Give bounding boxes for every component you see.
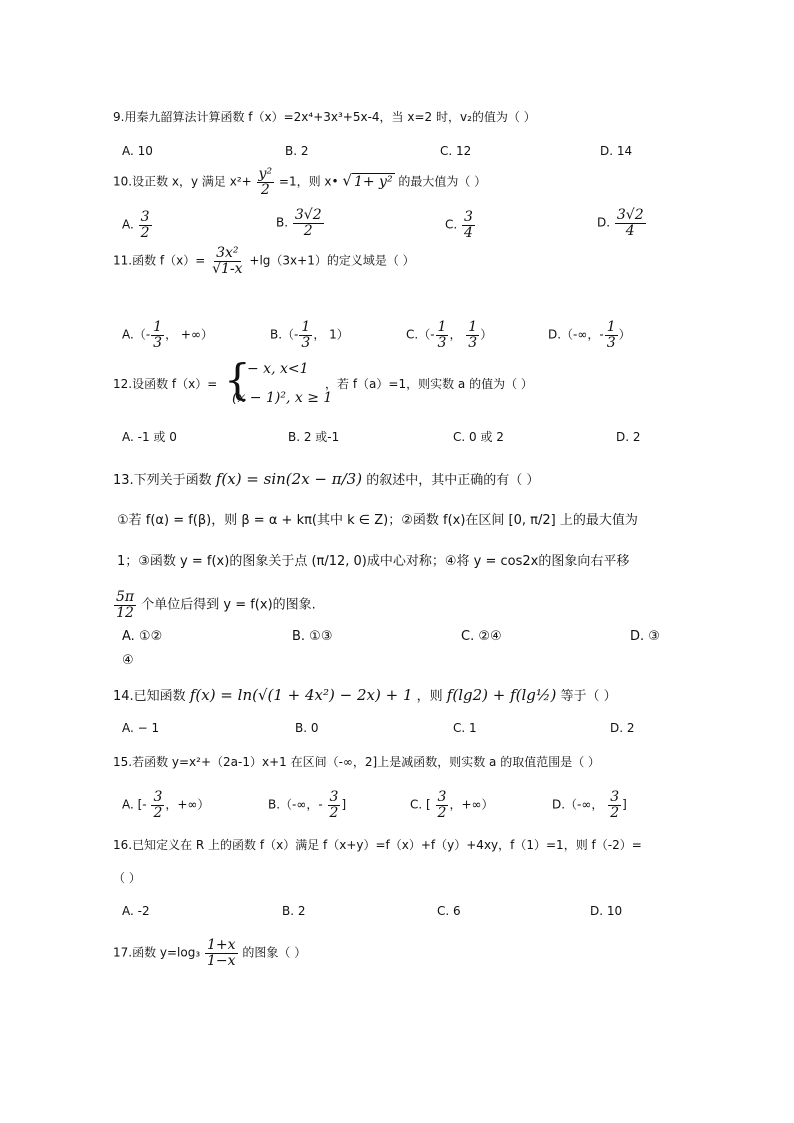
question-16: 16.已知定义在 R 上的函数 f（x）满足 f（x+y）=f（x）+f（y）+4xy，f（1）=1，则 f（-2）= bbox=[113, 838, 642, 852]
q16-option-d: D. 10 bbox=[590, 904, 623, 918]
piecewise-brace: { bbox=[224, 355, 251, 404]
q9-option-c: C. 12 bbox=[440, 144, 472, 158]
q10-fraction: $\frac{\text{y²}}{2}$ bbox=[258, 166, 273, 198]
q15-option-c: C. [ $\frac{3}{2}$ ，+∞） bbox=[410, 789, 494, 821]
question-13: 13.下列关于函数 f(x) = sin(2x − π/3) 的叙述中，其中正确的有（ ） bbox=[113, 470, 540, 488]
question-11: 11.函数 f（x）= $\frac{\text{3x²}}{√1-x}$ +lg（3x+1）的定义域是（ ） bbox=[113, 245, 415, 277]
q10-option-c: C. $\frac{3}{4}$ bbox=[445, 209, 473, 241]
q12-case-2: (x − 1)², x ≥ 1 bbox=[232, 390, 333, 406]
q16-option-c: C. 6 bbox=[437, 904, 461, 918]
question-9: 9.用秦九韶算法计算函数 f（x）=2x⁴+3x³+5x-4，当 x=2 时，v₂的值为（ ） bbox=[113, 110, 536, 124]
question-13-line-3: 1；③函数 y = f(x)的图象关于点 (π/12, 0)成中心对称；④将 y = cos2x的图象向右平移 bbox=[117, 554, 630, 569]
q13-option-b: B. ①③ bbox=[292, 629, 333, 644]
q12-case-1: − x, x<1 bbox=[247, 361, 309, 377]
question-16-cont: （ ） bbox=[113, 871, 141, 885]
q11-option-d: D.（-∞，- $\frac{1}{3}$ ） bbox=[548, 319, 631, 351]
question-15: 15.若函数 y=x²+（2a-1）x+1 在区间（-∞，2]上是减函数，则实数 a 的取值范围是（ ） bbox=[113, 755, 601, 769]
q14-option-b: B. 0 bbox=[295, 721, 319, 735]
q13-option-d-cont: ④ bbox=[122, 653, 134, 668]
q9-option-d: D. 14 bbox=[600, 144, 633, 158]
q11-option-c: C.（- $\frac{1}{3}$ ， $\frac{1}{3}$ ） bbox=[406, 319, 493, 351]
question-12-suffix: ，若 f（a）=1，则实数 a 的值为（ ） bbox=[325, 377, 533, 391]
q15-option-a: A. [- $\frac{3}{2}$ ，+∞） bbox=[122, 789, 210, 821]
q16-option-b: B. 2 bbox=[282, 904, 306, 918]
q10-option-a: A. $\frac{3}{2}$ bbox=[122, 209, 150, 241]
q13-option-a: A. ①② bbox=[122, 629, 163, 644]
q14-option-d: D. 2 bbox=[610, 721, 635, 735]
question-12-prefix: 12.设函数 f（x）= bbox=[113, 377, 218, 391]
question-17: 17.函数 y=log₃ $\frac{1+x}{1-x}$ 的图象（ ） bbox=[113, 937, 307, 969]
q13-option-d: D. ③ bbox=[630, 629, 660, 644]
q15-option-b: B.（-∞，- $\frac{3}{2}$ ] bbox=[268, 789, 347, 821]
q14-option-a: A. − 1 bbox=[122, 721, 160, 735]
q13-option-c: C. ②④ bbox=[461, 629, 502, 644]
question-14: 14.已知函数 f(x) = ln(√(1 + 4x²) − 2x) + 1 ，则 f(lg2) + f(lg½) 等于（ ） bbox=[113, 686, 617, 704]
q11-option-a: A.（- $\frac{1}{3}$ ， +∞） bbox=[122, 319, 213, 351]
q17-fraction: $\frac{1+x}{1-x}$ bbox=[207, 937, 236, 969]
q12-option-d: D. 2 bbox=[616, 430, 641, 444]
q10-option-b: B. $\frac{3√2}{2}$ bbox=[276, 207, 322, 239]
q15-option-d: D.（-∞， $\frac{3}{2}$ ] bbox=[552, 789, 627, 821]
q12-option-c: C. 0 或 2 bbox=[453, 430, 504, 444]
q9-option-a: A. 10 bbox=[122, 144, 153, 158]
q11-option-b: B.（- $\frac{1}{3}$ ， 1） bbox=[270, 319, 349, 351]
q12-option-a: A. -1 或 0 bbox=[122, 430, 177, 444]
q10-option-d: D. $\frac{3√2}{4}$ bbox=[597, 207, 644, 239]
question-13-line-2: ①若 f(α) = f(β)，则 β = α + kπ(其中 k ∈ Z)；②函数 f(x)在区间 [0, π/2] 上的最大值为 bbox=[117, 513, 638, 528]
q16-option-a: A. -2 bbox=[122, 904, 150, 918]
question-13-line-4: $\frac{5\pi}{12}$ 个单位后得到 y = f(x)的图象. bbox=[116, 589, 316, 621]
question-10: 10.设正数 x，y 满足 x²+ $\frac{\text{y²}}{2}$ =1，则 x• √ 1+ y² 的最大值为（ ） bbox=[113, 166, 487, 198]
q14-option-c: C. 1 bbox=[453, 721, 477, 735]
q9-option-b: B. 2 bbox=[285, 144, 309, 158]
q12-option-b: B. 2 或-1 bbox=[288, 430, 340, 444]
q11-fraction: $\frac{\text{3x²}}{√1-x}$ bbox=[212, 245, 243, 277]
